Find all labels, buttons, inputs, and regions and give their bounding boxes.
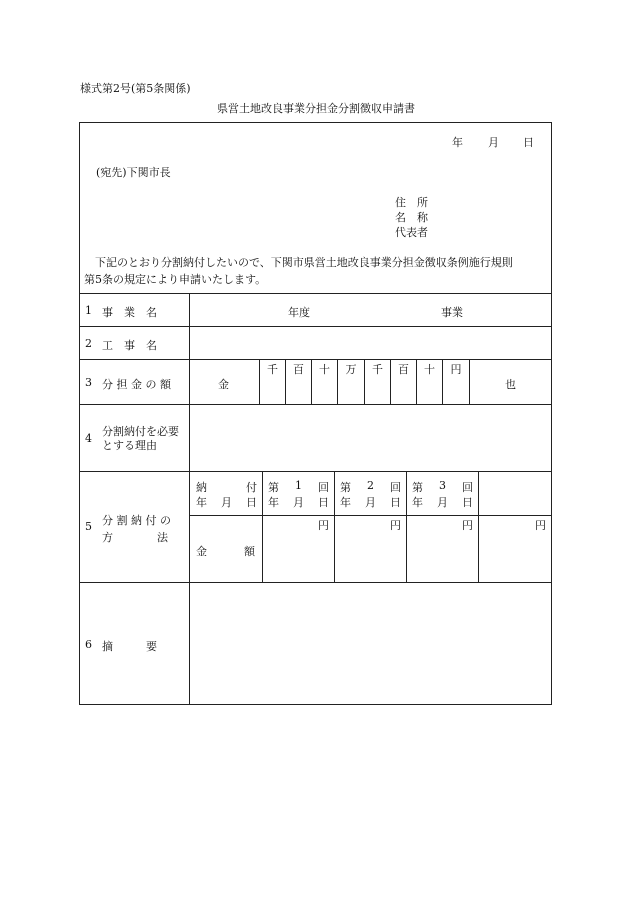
cell-date: 年	[412, 496, 423, 509]
project-label: 事業	[441, 306, 463, 319]
amount-prefix: 金	[218, 378, 229, 391]
cell-title: 第	[340, 481, 351, 494]
cell-date: 年	[268, 496, 279, 509]
date-year: 年	[452, 136, 463, 149]
yen-label: 円	[390, 519, 401, 532]
row-label: 摘 要	[102, 640, 157, 653]
applicant-address: 住 所	[395, 196, 428, 209]
amount-label: 額	[244, 545, 255, 558]
cell-date: 月	[221, 496, 232, 509]
row-label: 事 業 名	[102, 306, 157, 319]
amount-suffix: 也	[505, 378, 516, 391]
cell-title: 回	[462, 481, 473, 494]
date-month: 月	[488, 136, 499, 149]
digit-label: 十	[424, 363, 435, 376]
digit-label: 百	[293, 363, 304, 376]
digit-label: 十	[319, 363, 330, 376]
form-title: 県営土地改良事業分担金分割徴収申請書	[217, 102, 415, 115]
statement-line-2: 第5条の規定により申請いたします。	[84, 273, 267, 286]
row-number: 1	[85, 304, 92, 317]
cell-title: 付	[246, 481, 257, 494]
cell-date: 月	[365, 496, 376, 509]
cell-date: 日	[390, 496, 401, 509]
row-label-line-1: 分割納付を必要	[102, 425, 179, 438]
cell-title: 第	[412, 481, 423, 494]
digit-label: 千	[372, 363, 383, 376]
row-number: 3	[85, 376, 92, 389]
cell-date: 日	[462, 496, 473, 509]
amount-label: 金	[196, 545, 207, 558]
cell-date: 月	[437, 496, 448, 509]
cell-date: 月	[293, 496, 304, 509]
cell-title: 3	[439, 479, 446, 492]
row-number: 4	[85, 432, 92, 445]
row-label: 工 事 名	[102, 339, 157, 352]
row-label-line-2: 方 法	[102, 531, 168, 544]
cell-title: 回	[390, 481, 401, 494]
row-number: 5	[85, 520, 92, 533]
cell-date: 日	[246, 496, 257, 509]
yen-label: 円	[318, 519, 329, 532]
yen-label: 円	[535, 519, 546, 532]
row-label-line-1: 分 割 納 付 の	[102, 514, 171, 527]
digit-label: 万	[345, 363, 357, 376]
cell-title: 2	[367, 479, 374, 492]
cell-title: 第	[268, 481, 279, 494]
applicant-name: 名 称	[395, 211, 428, 224]
row-number: 6	[85, 638, 92, 651]
digit-label: 円	[450, 363, 462, 376]
row-label: 分 担 金 の 額	[102, 378, 171, 391]
statement-line-1: 下記のとおり分割納付したいので、下関市県営土地改良事業分担金徴収条例施行規則	[84, 256, 513, 269]
row-label-line-2: とする理由	[102, 439, 157, 452]
cell-title: 1	[295, 479, 302, 492]
cell-date: 年	[340, 496, 351, 509]
digit-label: 百	[398, 363, 409, 376]
form-number: 様式第2号(第5条関係)	[80, 82, 191, 95]
cell-date: 日	[318, 496, 329, 509]
digit-label: 千	[267, 363, 278, 376]
date-day: 日	[523, 136, 534, 149]
applicant-representative: 代表者	[395, 226, 428, 239]
addressee: (宛先)下関市長	[96, 166, 171, 179]
row-number: 2	[85, 337, 92, 350]
cell-date: 年	[196, 496, 207, 509]
cell-title: 回	[318, 481, 329, 494]
cell-title: 納	[196, 481, 207, 494]
yen-label: 円	[462, 519, 473, 532]
fiscal-year-label: 年度	[288, 306, 310, 319]
